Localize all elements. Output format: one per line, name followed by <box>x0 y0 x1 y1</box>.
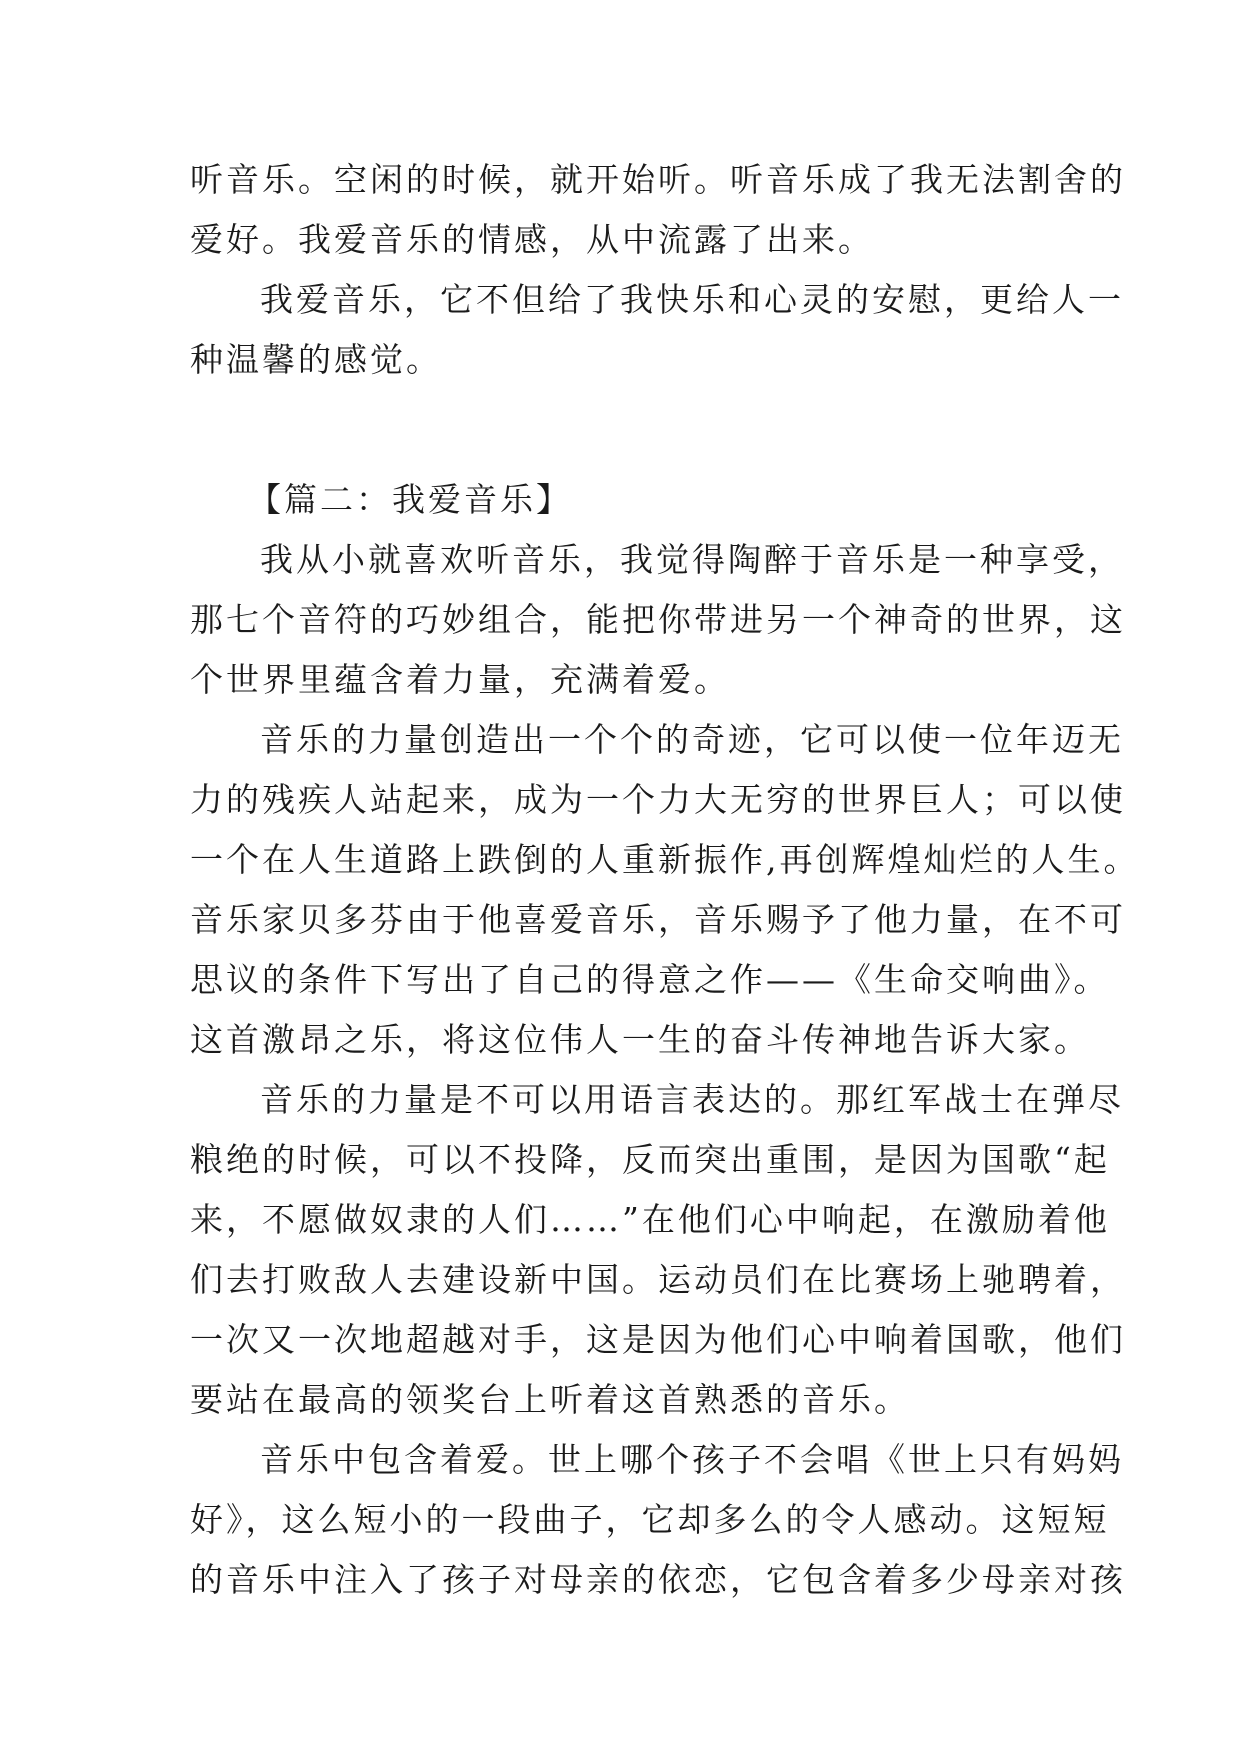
paragraph-line: 音乐家贝多芬由于他喜爱音乐，音乐赐予了他力量，在不可 <box>190 900 1126 939</box>
paragraph-line: 这首激昂之乐，将这位伟人一生的奋斗传神地告诉大家。 <box>190 1020 1090 1059</box>
paragraph-line: 爱好。我爱音乐的情感，从中流露了出来。 <box>190 220 874 259</box>
document-body <box>190 150 1140 1610</box>
paragraph-line: 个世界里蕴含着力量，充满着爱。 <box>190 660 730 699</box>
section-part-one <box>190 150 1126 390</box>
paragraph-line: 我从小就喜欢听音乐，我觉得陶醉于音乐是一种享受， <box>260 540 1124 579</box>
paragraph-line: 那七个音符的巧妙组合，能把你带进另一个神奇的世界，这 <box>190 600 1126 639</box>
paragraph-line: 种温馨的感觉。 <box>190 340 442 379</box>
paragraph-line: 思议的条件下写出了自己的得意之作——《生命交响曲》。 <box>190 960 1110 999</box>
paragraph-line: 音乐的力量创造出一个个的奇迹，它可以使一位年迈无 <box>260 720 1124 759</box>
paragraph-line: 一次又一次地超越对手，这是因为他们心中响着国歌，他们 <box>190 1320 1126 1359</box>
paragraph-line: 的音乐中注入了孩子对母亲的依恋，它包含着多少母亲对孩 <box>190 1560 1126 1599</box>
paragraph-line: 一个在人生道路上跌倒的人重新振作,再创辉煌灿烂的人生。 <box>190 840 1140 879</box>
section-part-two <box>190 530 1140 1610</box>
paragraph-line: 我爱音乐，它不但给了我快乐和心灵的安慰，更给人一 <box>260 280 1124 319</box>
paragraph-line: 音乐中包含着爱。世上哪个孩子不会唱《世上只有妈妈 <box>260 1440 1124 1479</box>
paragraph-line: 来，不愿做奴隶的人们……”在他们心中响起，在激励着他 <box>190 1200 1110 1239</box>
paragraph-line: 音乐的力量是不可以用语言表达的。那红军战士在弹尽 <box>260 1080 1124 1119</box>
paragraph-line: 力的残疾人站起来，成为一个力大无穷的世界巨人；可以使 <box>190 780 1126 819</box>
paragraph-line: 听音乐。空闲的时候，就开始听。听音乐成了我无法割舍的 <box>190 160 1126 199</box>
paragraph-line: 们去打败敌人去建设新中国。运动员们在比赛场上驰聘着， <box>190 1260 1126 1299</box>
paragraph-line: 好》，这么短小的一段曲子，它却多么的令人感动。这短短 <box>190 1500 1110 1539</box>
section-heading: 【篇二：我爱音乐】 <box>248 480 572 519</box>
paragraph-line: 要站在最高的领奖台上听着这首熟悉的音乐。 <box>190 1380 910 1419</box>
paragraph-line: 粮绝的时候，可以不投降，反而突出重围，是因为国歌“起 <box>190 1140 1110 1179</box>
section-spacer <box>190 390 1070 470</box>
